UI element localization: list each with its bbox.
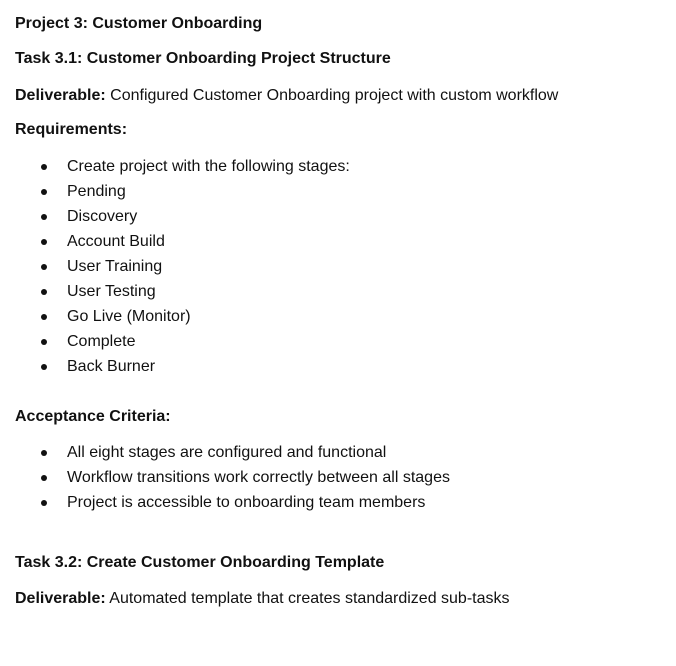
task-3-1-deliverable — [15, 86, 558, 106]
bullet-icon — [41, 364, 47, 370]
bullet-icon — [41, 500, 47, 506]
task-3-1-heading: Task 3.1: Customer Onboarding Project Structure — [15, 50, 391, 67]
bullet-icon — [41, 214, 47, 220]
bullet-icon — [41, 450, 47, 456]
deliverable-text: Automated template that creates standardized sub-tasks — [105, 590, 510, 607]
bullet-icon — [41, 314, 47, 320]
task-3-2-deliverable — [15, 589, 510, 609]
bullet-icon — [41, 475, 47, 481]
deliverable-label: Deliverable: — [15, 87, 106, 104]
deliverable-text: Configured Customer Onboarding project with custom workflow — [105, 87, 559, 104]
project-heading: Project 3: Customer Onboarding — [15, 15, 263, 32]
deliverable-label: Deliverable: — [15, 590, 106, 607]
acceptance-criteria-heading: Acceptance Criteria: — [15, 408, 171, 425]
bullet-icon — [41, 239, 47, 245]
bullet-icon — [41, 164, 47, 170]
bullet-icon — [41, 339, 47, 345]
bullet-icon — [41, 264, 47, 270]
bullet-icon — [41, 289, 47, 295]
requirements-heading: Requirements: — [15, 121, 128, 138]
bullet-icon — [41, 189, 47, 195]
task-3-2-heading: Task 3.2: Create Customer Onboarding Template — [15, 554, 385, 571]
